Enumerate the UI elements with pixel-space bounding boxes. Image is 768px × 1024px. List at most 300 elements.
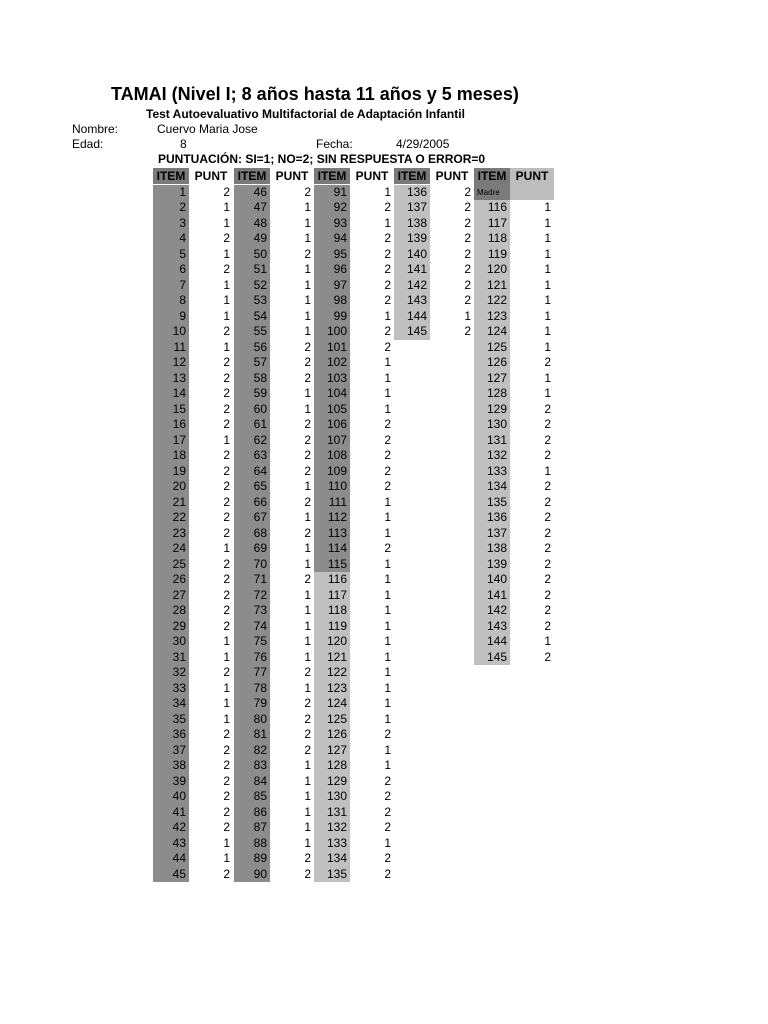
- item-number: 9: [179, 308, 186, 323]
- item-number: 133: [326, 835, 347, 850]
- madre-punt-bg: [510, 184, 554, 200]
- punt-value: 1: [464, 308, 471, 323]
- item-number: 5: [179, 246, 186, 261]
- punt-value: 2: [304, 463, 311, 478]
- punt-value: 2: [464, 231, 471, 245]
- item-number: 17: [172, 432, 186, 447]
- item-number: 27: [172, 587, 186, 602]
- item-number: 66: [253, 494, 267, 509]
- punt-value: 1: [304, 758, 311, 772]
- punt-value: 1: [223, 432, 230, 447]
- item-number: 128: [326, 758, 347, 772]
- punt-value: 2: [384, 293, 391, 307]
- punt-value: 1: [304, 603, 311, 617]
- item-number: 40: [172, 789, 186, 803]
- punt-value: 1: [544, 386, 551, 400]
- punt-value: 1: [304, 308, 311, 323]
- punt-column-header: PUNT: [355, 169, 389, 183]
- punt-value: 2: [304, 432, 311, 447]
- item-number: 71: [253, 572, 267, 586]
- punt-value: 2: [384, 727, 391, 741]
- item-number: 42: [172, 820, 186, 834]
- item-number: 80: [253, 711, 267, 726]
- item-number: 137: [406, 200, 427, 214]
- item-number: 75: [253, 634, 267, 648]
- punt-value: 2: [544, 432, 551, 447]
- punt-value: 2: [223, 773, 230, 788]
- age-label: Edad:: [72, 137, 104, 151]
- punt-value: 2: [384, 432, 391, 447]
- item-number: 65: [253, 479, 267, 493]
- punt-value: 2: [544, 494, 551, 509]
- item-number: 115: [327, 556, 347, 571]
- item-number: 145: [486, 649, 507, 664]
- item-number: 39: [172, 773, 186, 788]
- item-number: 67: [253, 510, 267, 524]
- punt-value: 2: [223, 401, 230, 416]
- punt-value: 2: [304, 417, 311, 431]
- item-number: 82: [253, 742, 267, 757]
- punt-value: 2: [544, 448, 551, 462]
- punt-value: 2: [223, 463, 230, 478]
- item-number: 88: [253, 835, 267, 850]
- punt-value: 1: [304, 479, 311, 493]
- item-number: 33: [172, 680, 186, 695]
- punt-column-header: PUNT: [194, 169, 228, 183]
- punt-value: 2: [223, 231, 230, 245]
- punt-value: 1: [223, 649, 230, 664]
- punt-value: 1: [384, 556, 391, 571]
- punt-value: 1: [384, 587, 391, 602]
- punt-value: 1: [544, 246, 551, 261]
- item-number: 70: [253, 556, 267, 571]
- item-number: 118: [327, 603, 347, 617]
- item-number: 76: [253, 649, 267, 664]
- item-number: 32: [172, 665, 186, 679]
- punt-value: 2: [304, 355, 311, 369]
- item-number: 119: [487, 246, 507, 261]
- punt-value: 1: [384, 649, 391, 664]
- item-number: 77: [253, 665, 267, 679]
- item-number: 73: [253, 603, 267, 617]
- punt-value: 2: [304, 494, 311, 509]
- item-number: 36: [172, 727, 186, 741]
- punt-value: 1: [384, 742, 391, 757]
- item-column-header: ITEM: [314, 168, 350, 184]
- item-number: 49: [253, 231, 267, 245]
- item-number: 14: [172, 386, 186, 400]
- item-number: 48: [253, 215, 267, 230]
- punt-value: 2: [384, 448, 391, 462]
- item-number: 107: [326, 432, 347, 447]
- punt-value: 2: [223, 603, 230, 617]
- punt-value: 1: [304, 215, 311, 230]
- punt-value: 1: [384, 665, 391, 679]
- punt-value: 2: [544, 479, 551, 493]
- punt-value: 2: [544, 618, 551, 633]
- item-number: 122: [326, 665, 347, 679]
- punt-value: 1: [304, 618, 311, 633]
- punt-value: 2: [544, 541, 551, 555]
- item-number: 135: [326, 866, 347, 881]
- punt-value: 1: [384, 835, 391, 850]
- punt-value: 2: [223, 510, 230, 524]
- item-number: 127: [326, 742, 347, 757]
- item-number: 101: [326, 339, 347, 354]
- item-number: 4: [179, 231, 186, 245]
- punt-value: 2: [464, 262, 471, 276]
- item-number: 120: [326, 634, 347, 648]
- item-number: 100: [326, 324, 347, 338]
- name-value: Cuervo Maria Jose: [157, 122, 258, 136]
- punt-value: 1: [384, 711, 391, 726]
- punt-value: 2: [544, 525, 551, 540]
- item-number: 121: [486, 277, 507, 292]
- punt-value: 1: [304, 200, 311, 214]
- punt-value: 2: [384, 200, 391, 214]
- name-label: Nombre:: [72, 122, 119, 136]
- punt-value: 2: [384, 866, 391, 881]
- item-number: 8: [179, 293, 186, 307]
- punt-value: 2: [223, 587, 230, 602]
- punt-value: 2: [384, 820, 391, 834]
- item-number: 117: [487, 215, 507, 230]
- age-value: 8: [180, 137, 187, 151]
- item-number: 37: [172, 742, 186, 757]
- punt-value: 1: [544, 231, 551, 245]
- item-number: 114: [327, 541, 347, 555]
- punt-value: 1: [223, 835, 230, 850]
- item-number: 104: [326, 386, 347, 400]
- item-number: 54: [253, 308, 267, 323]
- punt-value: 1: [304, 773, 311, 788]
- punt-value: 2: [384, 324, 391, 338]
- punt-value: 2: [223, 556, 230, 571]
- punt-value: 1: [223, 711, 230, 726]
- item-number: 35: [172, 711, 186, 726]
- punt-value: 1: [304, 293, 311, 307]
- punt-value: 1: [304, 231, 311, 245]
- item-number: 125: [326, 711, 347, 726]
- item-number: 140: [406, 246, 427, 261]
- punt-value: 2: [223, 727, 230, 741]
- punt-value: 1: [384, 401, 391, 416]
- item-column-header: ITEM: [474, 168, 510, 184]
- item-number: 116: [487, 200, 507, 214]
- item-number: 113: [327, 525, 347, 540]
- item-number: 132: [326, 820, 347, 834]
- madre-label: Madre: [477, 188, 500, 197]
- item-number: 53: [253, 293, 267, 307]
- item-number: 57: [253, 355, 267, 369]
- item-number: 12: [172, 355, 186, 369]
- item-number: 139: [486, 556, 507, 571]
- item-number: 96: [333, 262, 347, 276]
- punt-value: 2: [304, 184, 311, 199]
- punt-value: 1: [223, 541, 230, 555]
- punt-value: 1: [384, 634, 391, 648]
- item-number: 47: [253, 200, 267, 214]
- punt-value: 2: [223, 525, 230, 540]
- punt-value: 1: [304, 262, 311, 276]
- item-number: 93: [333, 215, 347, 230]
- item-number: 38: [172, 758, 186, 772]
- punt-value: 2: [384, 417, 391, 431]
- punt-value: 2: [304, 572, 311, 586]
- punt-value: 1: [304, 386, 311, 400]
- item-number: 19: [172, 463, 186, 478]
- punt-value: 1: [544, 324, 551, 338]
- item-number: 2: [179, 200, 186, 214]
- item-number: 145: [406, 324, 427, 338]
- punt-value: 2: [304, 711, 311, 726]
- punt-value: 1: [384, 680, 391, 695]
- punt-value: 2: [384, 339, 391, 354]
- punt-value: 1: [384, 510, 391, 524]
- punt-value: 1: [304, 835, 311, 850]
- punt-value: 1: [223, 277, 230, 292]
- item-number: 78: [253, 680, 267, 695]
- punt-value: 2: [384, 479, 391, 493]
- punt-value: 2: [223, 820, 230, 834]
- item-number: 119: [327, 618, 347, 633]
- punt-value: 2: [544, 417, 551, 431]
- punt-value: 2: [544, 649, 551, 664]
- item-number: 31: [172, 649, 186, 664]
- item-number: 94: [333, 231, 347, 245]
- item-number: 137: [486, 525, 507, 540]
- item-number: 118: [487, 231, 507, 245]
- item-number: 141: [406, 262, 427, 276]
- item-number: 103: [326, 370, 347, 385]
- item-number: 56: [253, 339, 267, 354]
- punt-value: 2: [223, 866, 230, 881]
- punt-value: 2: [304, 339, 311, 354]
- item-number: 134: [486, 479, 507, 493]
- punt-value: 2: [223, 758, 230, 772]
- punt-value: 1: [304, 804, 311, 819]
- item-number: 144: [406, 308, 427, 323]
- punt-value: 2: [384, 262, 391, 276]
- date-label: Fecha:: [316, 137, 353, 151]
- item-number: 126: [326, 727, 347, 741]
- item-number: 18: [172, 448, 186, 462]
- punt-value: 1: [304, 324, 311, 338]
- item-number: 51: [253, 262, 267, 276]
- punt-value: 2: [464, 200, 471, 214]
- punt-value: 1: [384, 184, 391, 199]
- item-number: 91: [333, 184, 347, 199]
- item-number: 136: [406, 184, 427, 199]
- item-number: 102: [326, 355, 347, 369]
- item-number: 68: [253, 525, 267, 540]
- page-title: TAMAI (Nivel I; 8 años hasta 11 años y 5 meses): [111, 84, 519, 104]
- punt-value: 2: [384, 463, 391, 478]
- punt-value: 2: [384, 246, 391, 261]
- item-number: 86: [253, 804, 267, 819]
- item-number: 13: [172, 370, 186, 385]
- date-value: 4/29/2005: [396, 137, 450, 151]
- item-number: 112: [327, 510, 347, 524]
- punt-value: 2: [384, 231, 391, 245]
- item-number: 130: [486, 417, 507, 431]
- item-number: 45: [172, 866, 186, 881]
- item-number: 129: [326, 773, 347, 788]
- punt-value: 2: [544, 510, 551, 524]
- punt-value: 2: [464, 215, 471, 230]
- punt-value: 1: [304, 587, 311, 602]
- item-number: 142: [486, 603, 507, 617]
- punt-value: 1: [544, 277, 551, 292]
- punt-value: 2: [223, 479, 230, 493]
- item-number: 30: [172, 634, 186, 648]
- punt-value: 1: [304, 556, 311, 571]
- item-number: 69: [253, 541, 267, 555]
- punt-value: 1: [384, 603, 391, 617]
- punt-value: 1: [304, 649, 311, 664]
- punt-value: 2: [223, 494, 230, 509]
- item-number: 90: [253, 866, 267, 881]
- punt-value: 1: [544, 339, 551, 354]
- item-number: 143: [486, 618, 507, 633]
- punt-value: 2: [223, 355, 230, 369]
- punt-value: 2: [304, 525, 311, 540]
- punt-value: 1: [304, 277, 311, 292]
- punt-value: 2: [223, 370, 230, 385]
- item-number: 129: [486, 401, 507, 416]
- punt-value: 1: [384, 355, 391, 369]
- punt-value: 2: [464, 293, 471, 307]
- punt-value: 1: [223, 308, 230, 323]
- punt-column-header: PUNT: [275, 169, 309, 183]
- punt-value: 1: [384, 308, 391, 323]
- punt-value: 2: [464, 246, 471, 261]
- item-number: 7: [179, 277, 186, 292]
- punt-value: 1: [223, 215, 230, 230]
- punt-value: 1: [384, 370, 391, 385]
- punt-value: 2: [384, 851, 391, 865]
- item-number: 59: [253, 386, 267, 400]
- item-number: 141: [486, 587, 507, 602]
- punt-value: 2: [304, 246, 311, 261]
- punt-value: 1: [304, 541, 311, 555]
- punt-value: 2: [304, 742, 311, 757]
- item-number: 25: [172, 556, 186, 571]
- item-number: 1: [179, 184, 186, 199]
- punt-value: 1: [384, 525, 391, 540]
- item-number: 10: [172, 324, 186, 338]
- punt-value: 1: [544, 293, 551, 307]
- item-number: 142: [406, 277, 427, 292]
- item-number: 60: [253, 401, 267, 416]
- item-column-header: ITEM: [234, 168, 270, 184]
- punt-value: 1: [384, 215, 391, 230]
- punt-value: 2: [304, 665, 311, 679]
- item-number: 132: [486, 448, 507, 462]
- item-number: 50: [253, 246, 267, 261]
- item-number: 121: [326, 649, 347, 664]
- punt-value: 2: [304, 851, 311, 865]
- item-number: 20: [172, 479, 186, 493]
- punt-value: 2: [384, 804, 391, 819]
- punt-value: 2: [223, 742, 230, 757]
- item-number: 22: [172, 510, 186, 524]
- item-number: 85: [253, 789, 267, 803]
- punt-value: 2: [223, 262, 230, 276]
- item-number: 120: [486, 262, 507, 276]
- punt-value: 2: [384, 773, 391, 788]
- item-number: 97: [333, 277, 347, 292]
- punt-value: 1: [304, 401, 311, 416]
- item-number: 87: [253, 820, 267, 834]
- item-number: 52: [253, 277, 267, 292]
- item-number: 58: [253, 370, 267, 385]
- punt-value: 2: [304, 727, 311, 741]
- item-number: 124: [326, 696, 347, 710]
- punt-value: 2: [544, 355, 551, 369]
- item-number: 74: [253, 618, 267, 633]
- item-number: 139: [406, 231, 427, 245]
- punt-value: 1: [384, 386, 391, 400]
- item-number: 116: [327, 572, 347, 586]
- punt-value: 2: [544, 603, 551, 617]
- punt-value: 2: [223, 804, 230, 819]
- punt-value: 1: [304, 634, 311, 648]
- item-number: 41: [172, 804, 186, 819]
- score-table: [0, 168, 768, 888]
- item-number: 125: [486, 339, 507, 354]
- punt-value: 2: [223, 448, 230, 462]
- punt-value: 1: [223, 339, 230, 354]
- item-number: 122: [486, 293, 507, 307]
- punt-value: 2: [223, 417, 230, 431]
- item-number: 92: [333, 200, 347, 214]
- punt-column-header: PUNT: [435, 169, 469, 183]
- punt-value: 1: [223, 200, 230, 214]
- item-number: 55: [253, 324, 267, 338]
- item-number: 23: [172, 525, 186, 540]
- punt-column-header: PUNT: [510, 168, 554, 184]
- punt-value: 2: [223, 618, 230, 633]
- punt-value: 2: [544, 556, 551, 571]
- punt-value: 1: [384, 572, 391, 586]
- punt-value: 1: [304, 680, 311, 695]
- punt-value: 2: [384, 789, 391, 803]
- punt-value: 1: [384, 696, 391, 710]
- item-number: 21: [172, 494, 186, 509]
- item-number: 144: [486, 634, 507, 648]
- punt-value: 1: [544, 370, 551, 385]
- punt-value: 2: [223, 789, 230, 803]
- item-number: 44: [172, 851, 186, 865]
- item-number: 24: [172, 541, 186, 555]
- item-number: 138: [486, 541, 507, 555]
- punt-value: 2: [223, 324, 230, 338]
- punt-value: 2: [464, 277, 471, 292]
- scoring-legend: PUNTUACIÓN: SI=1; NO=2; SIN RESPUESTA O ERROR=0: [158, 152, 486, 166]
- item-number: 79: [253, 696, 267, 710]
- item-number: 124: [486, 324, 507, 338]
- punt-value: 1: [304, 820, 311, 834]
- punt-value: 1: [223, 851, 230, 865]
- item-number: 29: [172, 618, 186, 633]
- item-number: 126: [486, 355, 507, 369]
- item-number: 6: [179, 262, 186, 276]
- item-number: 81: [253, 727, 267, 741]
- punt-value: 2: [464, 324, 471, 338]
- item-number: 123: [326, 680, 347, 695]
- item-number: 62: [253, 432, 267, 447]
